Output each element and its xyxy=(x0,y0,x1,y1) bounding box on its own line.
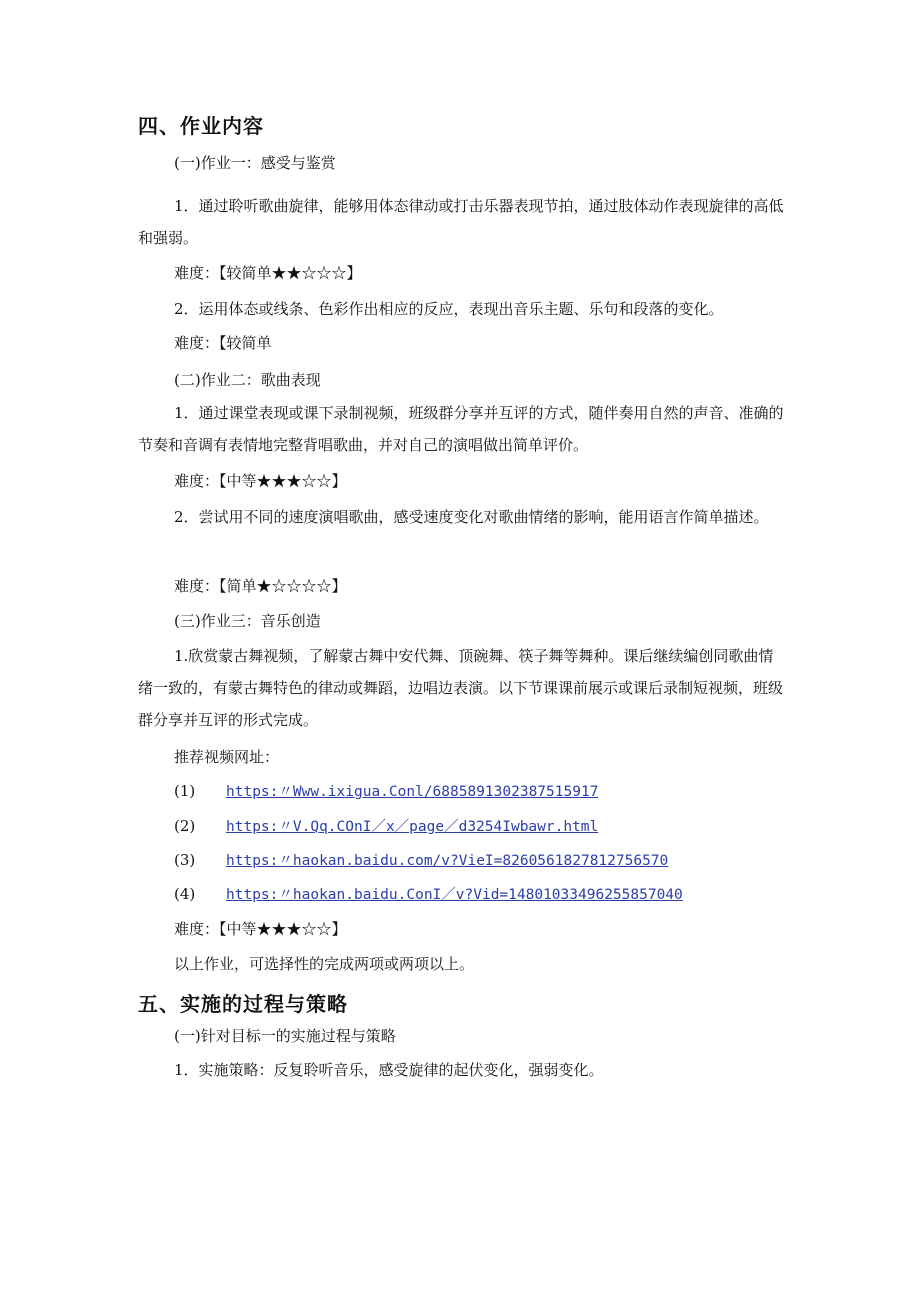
section-4-title: 四、作业内容 xyxy=(138,114,264,138)
hw-note: 以上作业，可选择性的完成两项或两项以上。 xyxy=(174,955,475,973)
section-5-item1: 1．实施策略：反复聆听音乐，感受旋律的起伏变化，强弱变化。 xyxy=(174,1061,604,1079)
hw2-item2: 2．尝试用不同的速度演唱歌曲，感受速度变化对歌曲情绪的影响，能用语言作简单描述。 xyxy=(174,508,769,526)
video-link[interactable]: https:〃haokan.baidu.ConI／v?Vid=14801033496255857040 xyxy=(226,887,683,903)
hw1-heading: (一)作业一：感受与鉴赏 xyxy=(174,154,336,172)
hw1-item2: 2．运用体态或线条、色彩作出相应的反应，表现出音乐主题、乐句和段落的变化。 xyxy=(174,300,724,318)
videos-label: 推荐视频网址： xyxy=(174,748,280,766)
hw3-heading: (三)作业三：音乐创造 xyxy=(174,612,321,630)
hw1-item2-difficulty: 难度：【较简单 xyxy=(174,334,272,352)
link-number: (4) xyxy=(174,885,196,903)
video-link-row xyxy=(174,780,598,801)
hw2-heading: (二)作业二：歌曲表现 xyxy=(174,371,321,389)
video-link-row xyxy=(174,883,683,904)
video-link-row xyxy=(174,815,598,836)
link-number: (2) xyxy=(174,817,196,835)
section-5-sub1: (一)针对目标一的实施过程与策略 xyxy=(174,1027,396,1045)
video-link-row xyxy=(174,849,668,870)
hw2-item2-difficulty: 难度：【简单★☆☆☆☆】 xyxy=(174,577,347,595)
hw3-item1: 1.欣赏蒙古舞视频，了解蒙古舞中安代舞、顶碗舞、筷子舞等舞种。课后继续编创同歌曲情绪一致的，有蒙古舞特色的律动或舞蹈，边唱边表演。以下节课课前展示或课后录制短视频，班级群分享并互评的形式完成。 xyxy=(138,647,784,729)
link-number: (1) xyxy=(174,782,196,800)
hw2-item1-difficulty: 难度：【中等★★★☆☆】 xyxy=(174,472,347,490)
video-link[interactable]: https:〃haokan.baidu.com/v?VieI=8260561827812756570 xyxy=(226,853,669,869)
hw2-item1: 1．通过课堂表现或课下录制视频，班级群分享并互评的方式，随伴奏用自然的声音、准确的节奏和音调有表情地完整背唱歌曲，并对自己的演唱做出简单评价。 xyxy=(138,404,784,454)
hw3-difficulty: 难度：【中等★★★☆☆】 xyxy=(174,920,347,938)
video-link[interactable]: https:〃Www.ixigua.Conl/6885891302387515917 xyxy=(226,784,599,800)
hw1-item1: 1．通过聆听歌曲旋律，能够用体态律动或打击乐器表现节拍，通过肢体动作表现旋律的高低和强弱。 xyxy=(138,197,784,247)
link-number: (3) xyxy=(174,851,196,869)
video-link[interactable]: https:〃V.Qq.COnI／x／page／d3254Iwbawr.html xyxy=(226,819,599,835)
section-5-title: 五、实施的过程与策略 xyxy=(138,992,348,1016)
hw1-item1-difficulty: 难度：【较简单★★☆☆☆】 xyxy=(174,264,362,282)
